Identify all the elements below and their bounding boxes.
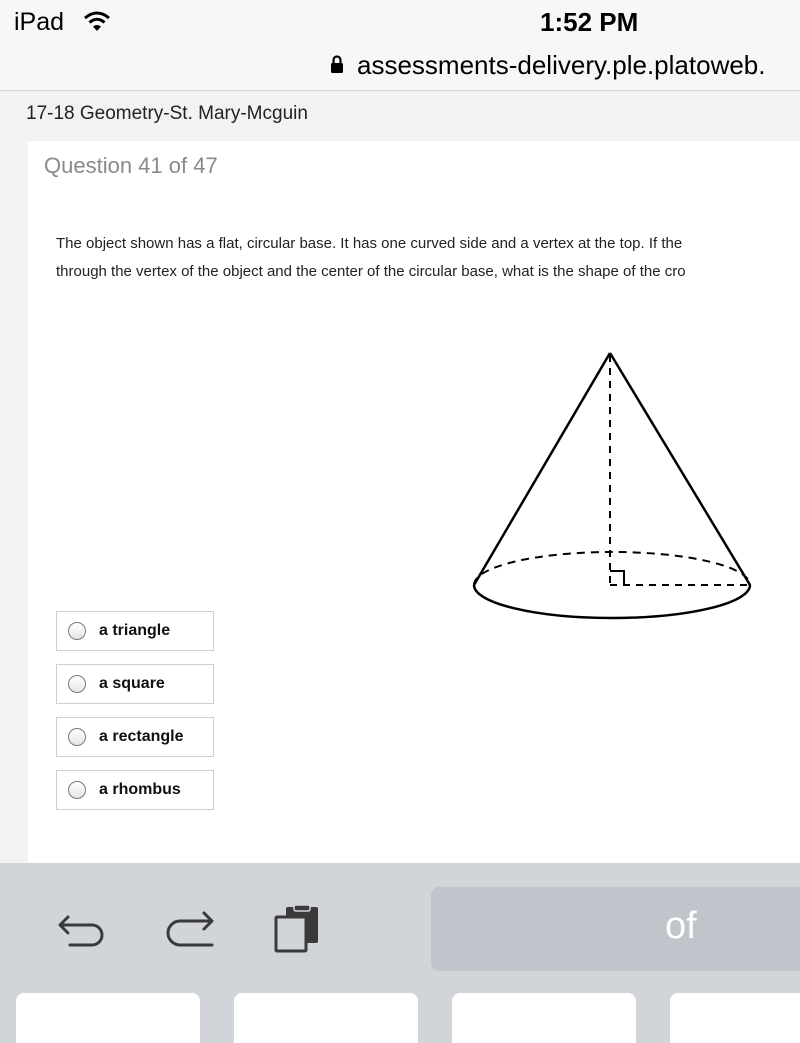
predictive-suggestion[interactable] <box>431 887 800 971</box>
keyboard-shortcut-bar <box>0 863 800 1043</box>
question-text-line-2: through the vertex of the object and the center of the circular base, what is the shape of the cro <box>56 263 686 280</box>
radio-button[interactable] <box>68 622 86 640</box>
keyboard-key[interactable] <box>452 993 636 1043</box>
option-label: a rectangle <box>99 728 184 745</box>
status-bar <box>0 0 800 48</box>
suggestion-text: of <box>665 905 697 947</box>
keyboard-key[interactable] <box>234 993 418 1043</box>
question-text-line-1: The object shown has a flat, circular base. It has one curved side and a vertex at the top. If the <box>56 235 683 252</box>
keyboard-key[interactable] <box>16 993 200 1043</box>
option-label: a triangle <box>99 622 171 639</box>
cone-base-back <box>474 552 750 585</box>
address-bar[interactable] <box>0 48 800 91</box>
lock-icon <box>330 54 344 74</box>
undo-icon[interactable] <box>58 907 110 951</box>
keyboard-key[interactable] <box>670 993 800 1043</box>
cone-left-side <box>474 353 610 585</box>
page-content <box>0 91 800 863</box>
question-card <box>28 141 800 863</box>
option-label: a rhombus <box>99 781 181 798</box>
course-title: 17-18 Geometry-St. Mary-Mcguin <box>26 103 308 124</box>
clock: 1:52 PM <box>540 7 639 37</box>
redo-icon[interactable] <box>160 907 216 951</box>
option-a-rectangle[interactable] <box>56 717 214 757</box>
url-text[interactable]: assessments-delivery.ple.platoweb. <box>357 50 766 80</box>
wifi-icon <box>84 11 110 33</box>
right-angle-marker <box>610 571 624 585</box>
device-name: iPad <box>14 8 65 36</box>
question-counter: Question 41 of 47 <box>44 153 218 178</box>
paste-icon[interactable] <box>272 903 324 955</box>
radio-button[interactable] <box>68 675 86 693</box>
cone-base-front <box>474 585 750 618</box>
option-label: a square <box>99 675 165 692</box>
option-a-triangle[interactable] <box>56 611 214 651</box>
question-text <box>56 230 800 286</box>
radio-button[interactable] <box>68 728 86 746</box>
cone-figure <box>468 345 758 635</box>
answer-options <box>56 611 214 823</box>
cone-right-side <box>610 353 750 585</box>
option-a-rhombus[interactable] <box>56 770 214 810</box>
option-a-square[interactable] <box>56 664 214 704</box>
radio-button[interactable] <box>68 781 86 799</box>
